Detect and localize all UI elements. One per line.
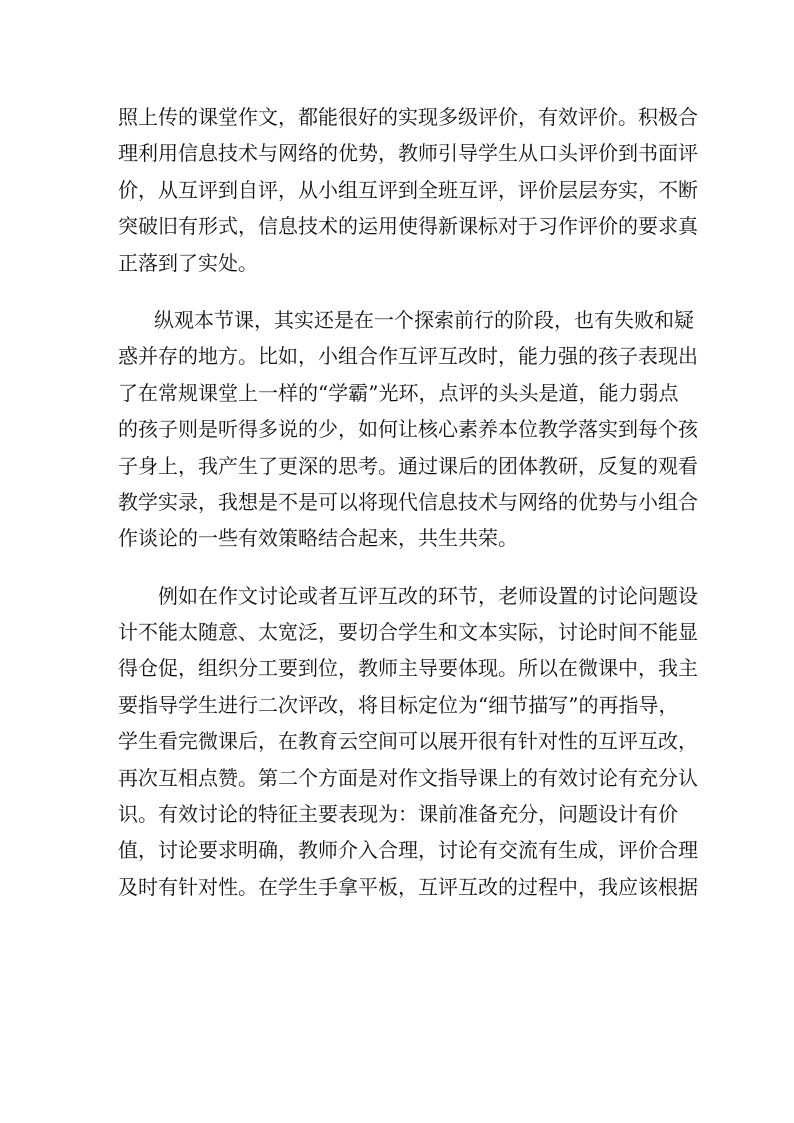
text-line: 纵观本节课，其实还是在一个探索前行的阶段，也有失败和疑: [154, 307, 694, 332]
text-line: 理利用信息技术与网络的优势，教师引导学生从口头评价到书面评: [118, 141, 698, 166]
paragraph-2: [118, 302, 698, 557]
text-line: 再次互相点赞。第二个方面是对作文指导课上的有效讨论有充分认: [118, 765, 698, 790]
text-line: 识。有效讨论的特征主要表现为：课前准备充分，问题设计有价: [118, 802, 678, 827]
text-line: 及时有针对性。在学生手拿平板，互评互改的过程中，我应该根据: [118, 874, 698, 899]
paragraph-spacing: [118, 557, 663, 578]
text-line: 的孩子则是听得多说的少，如何让核心素养本位教学落实到每个孩: [118, 417, 698, 442]
text-line: 值，讨论要求明确，教师介入合理，讨论有交流有生成，评价合理: [118, 838, 698, 863]
text-line: 教学实录，我想是不是可以将现代信息技术与网络的优势与小组合: [118, 489, 698, 514]
paragraph-spacing: [118, 281, 663, 302]
text-line: 要指导学生进行二次评改，将目标定位为“细节描写”的再指导，: [118, 692, 679, 717]
text-line: 惑并存的地方。比如，小组合作互评互改时，能力强的孩子表现出: [118, 344, 698, 369]
text-line: 了在常规课堂上一样的“学霸”光环，点评的头头是道，能力弱点: [118, 380, 679, 405]
text-line: 突破旧有形式，信息技术的运用使得新课标对于习作评价的要求真: [118, 214, 698, 239]
document-body: [118, 99, 698, 905]
text-line: 计不能太随意、太宽泛，要切合学生和文本实际，讨论时间不能显: [118, 620, 698, 645]
paragraph-3: [118, 578, 698, 906]
text-line: 子身上，我产生了更深的思考。通过课后的团体教研，反复的观看: [118, 453, 698, 478]
paragraph-1: [118, 99, 698, 281]
text-line: 价，从互评到自评，从小组互评到全班互评，评价层层夯实，不断: [118, 177, 698, 202]
text-line: 得仓促，组织分工要到位，教师主导要体现。所以在微课中，我主: [118, 656, 698, 681]
text-line: 正落到了实处。: [118, 250, 258, 275]
text-line: 作谈论的一些有效策略结合起来，共生共荣。: [118, 526, 518, 551]
text-line: 例如在作文讨论或者互评互改的环节，老师设置的讨论问题设: [158, 583, 698, 608]
text-line: 照上传的课堂作文，都能很好的实现多级评价，有效评价。积极合: [118, 105, 698, 129]
text-line: 学生看完微课后，在教育云空间可以展开很有针对性的互评互改，: [118, 729, 698, 754]
